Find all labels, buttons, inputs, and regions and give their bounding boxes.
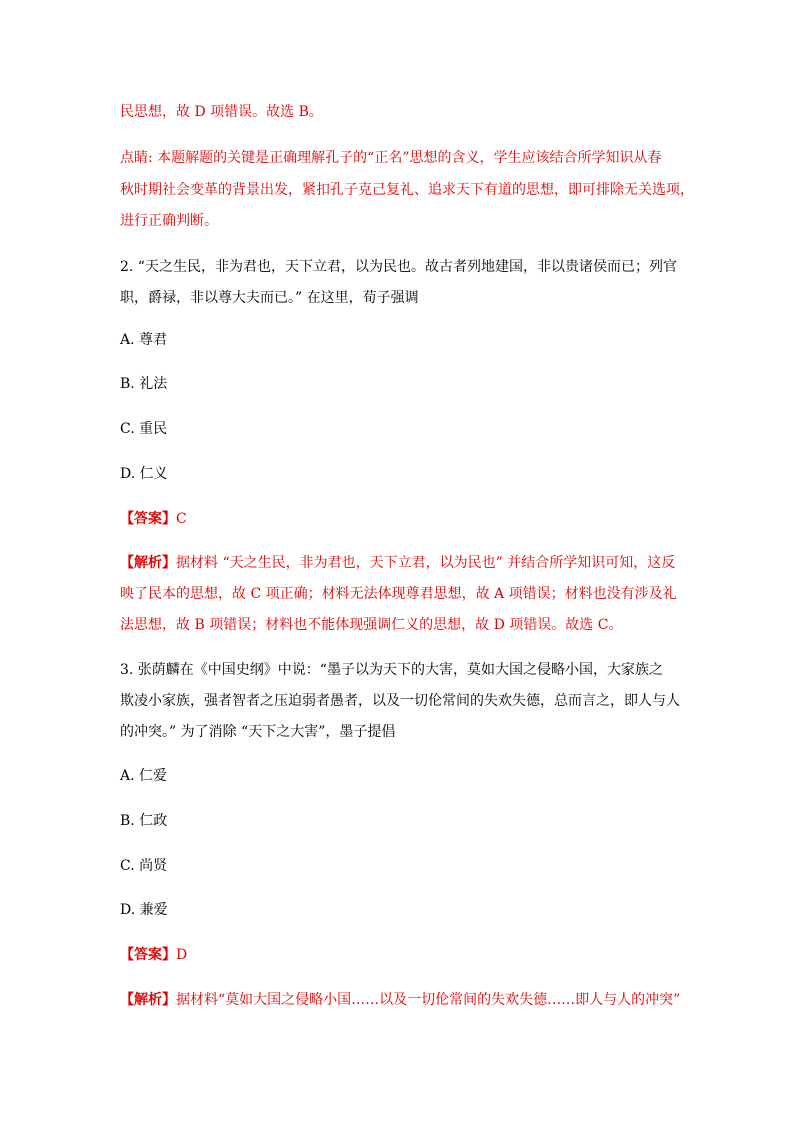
- q1-tip-line-2: 秋时期社会变革的背景出发，紧扣孔子克己复礼、追求天下有道的思想，即可排除无关选项，: [120, 182, 694, 198]
- analysis-text: 据材料“莫如大国之侵略小国……以及一切伦常间的失欢失德……即人与人的冲突”: [176, 992, 681, 1008]
- q2-option-b: B. 礼法: [120, 376, 168, 392]
- q3-stem-line-2: 欺凌小家族，强者智者之压迫弱者愚者，以及一切伦常间的失欢失德，总而言之，即人与人: [120, 693, 680, 709]
- q3-option-d: D. 兼爱: [120, 902, 168, 918]
- q2-stem-line-1: 2. “天之生民，非为君也，天下立君，以为民也。故古者列地建国，非以贵诸侯而已；列官: [120, 259, 677, 275]
- q1-tip-line-1: 点睛: 本题解题的关键是正确理解孔子的“正名”思想的含义，学生应该结合所学知识从春: [120, 150, 662, 166]
- q2-analysis-line-1: [120, 553, 675, 573]
- q3-answer: [120, 945, 187, 965]
- q3-stem-line-3: 的冲突。” 为了消除 “天下之大害”，墨子提倡: [120, 724, 396, 740]
- q3-option-c: C. 尚贤: [120, 858, 168, 874]
- answer-tag: 【答案】: [120, 511, 176, 527]
- answer-value: C: [176, 511, 187, 527]
- q2-option-c: C. 重民: [120, 421, 168, 437]
- q3-analysis-line-1: [120, 990, 680, 1010]
- q2-analysis-line-3: 法思想，故 B 项错误；材料也不能体现强调仁义的思想，故 D 项错误。故选 C。: [120, 617, 623, 633]
- analysis-tag: 【解析】: [120, 555, 176, 571]
- answer-value: D: [176, 947, 188, 963]
- q2-analysis-line-2: 映了民本的思想，故 C 项正确；材料无法体现尊君思想，故 A 项错误；材料也没有涉及礼: [120, 586, 677, 602]
- q2-option-a: A. 尊君: [120, 332, 168, 348]
- q1-tip-line-3: 进行正确判断。: [120, 213, 218, 229]
- analysis-tag: 【解析】: [120, 992, 176, 1008]
- q3-option-b: B. 仁政: [120, 813, 168, 829]
- q2-stem-line-2: 职，爵禄，非以尊大夫而已。” 在这里，荀子强调: [120, 290, 419, 306]
- q2-answer: [120, 509, 187, 529]
- q1-explanation-tail: 民思想，故 D 项错误。故选 B。: [120, 104, 323, 120]
- answer-tag: 【答案】: [120, 947, 176, 963]
- q3-option-a: A. 仁爱: [120, 768, 168, 784]
- q3-stem-line-1: 3. 张荫麟在《中国史纲》中说：“墨子以为天下的大害，莫如大国之侵略小国，大家族之: [120, 662, 663, 678]
- q2-option-d: D. 仁义: [120, 466, 168, 482]
- analysis-text: 据材料 “天之生民，非为君也，天下立君，以为民也” 并结合所学知识可知，这反: [176, 555, 676, 571]
